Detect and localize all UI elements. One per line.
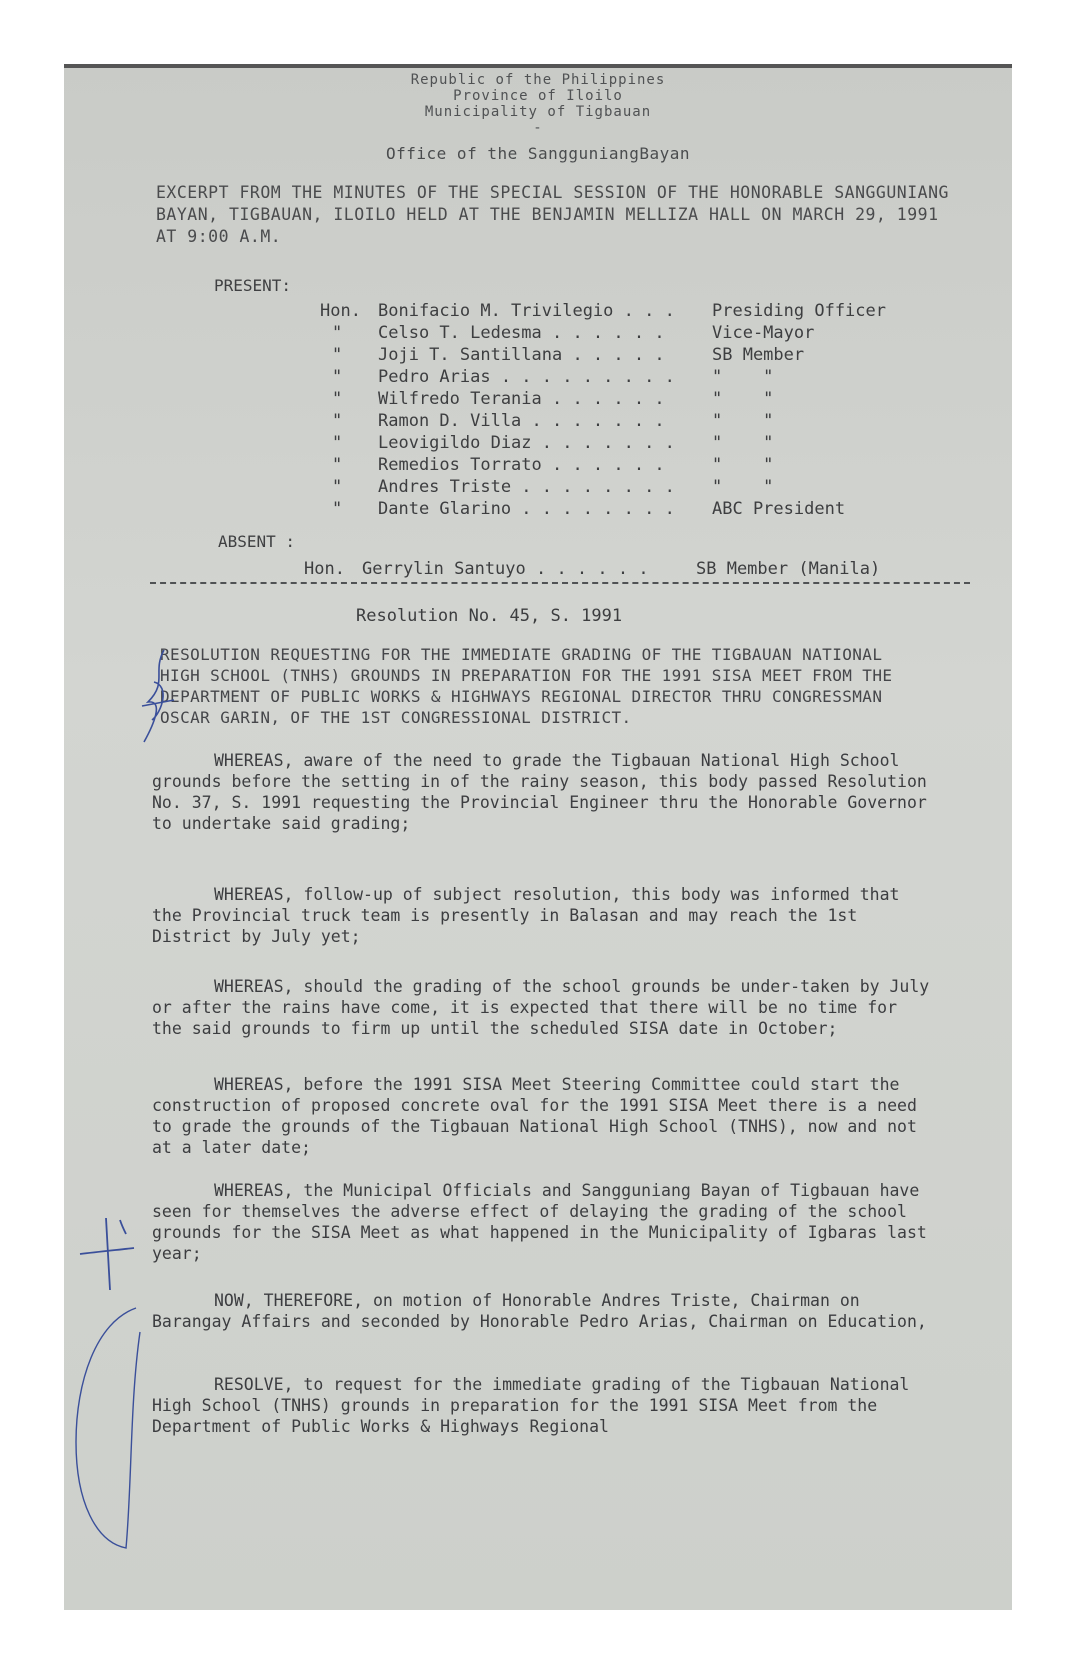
attendee-position: " "	[712, 477, 774, 497]
header-dash: -	[533, 120, 543, 136]
attendee-name: Pedro Arias . . . . . . . . .	[378, 367, 675, 387]
attendee-name: Joji T. Santillana . . . . .	[378, 345, 665, 365]
resolution-title: RESOLUTION REQUESTING FOR THE IMMEDIATE GRADING OF THE TIGBAUAN NATIONAL HIGH SCHOOL (TNHS) GROUNDS IN PREPARATION FOR THE 1991 SISA MEET FROM THE DEPARTMENT OF PUBLIC WORKS & HIGHWAYS REGIONAL DIRECTOR THRU CONGRESSMAN OSCAR GARIN, OF THE 1ST CONGRESSIONAL DISTRICT.	[160, 645, 893, 727]
attendee-name: Ramon D. Villa . . . . . . .	[378, 411, 665, 431]
attendee-row	[320, 432, 1012, 454]
attendee-row	[320, 322, 1012, 344]
attendee-prefix: "	[332, 367, 343, 387]
document-page	[64, 64, 1012, 1610]
attendee-name: Wilfredo Terania . . . . . .	[378, 389, 665, 409]
attendee-name: Dante Glarino . . . . . . . .	[378, 499, 675, 519]
attendee-name: Leovigildo Diaz . . . . . . .	[378, 433, 675, 453]
attendee-row	[320, 366, 1012, 388]
attendee-prefix: "	[332, 345, 343, 365]
paragraph-text: WHEREAS, before the 1991 SISA Meet Steering Committee could start the construction of proposed concrete oval for the 1991 SISA Meet there is a need to grade the grounds of the Tigbauan National High School (TNHS), now and not at a later date;	[152, 1075, 917, 1157]
paragraph-text: RESOLVE, to request for the immediate grading of the Tigbauan National High School (TNHS) grounds in preparation for the 1991 SISA Meet from the Department of Public Works & Highways Regional	[152, 1375, 910, 1436]
attendee-row	[320, 300, 1012, 322]
attendee-row	[320, 410, 1012, 432]
attendee-row	[320, 344, 1012, 366]
excerpt-heading: EXCERPT FROM THE MINUTES OF THE SPECIAL SESSION OF THE HONORABLE SANGGUNIANG BAYAN, TIGBAUAN, ILOILO HELD AT THE BENJAMIN MELLIZA HALL ON MARCH 29, 1991 AT 9:00 A.M.	[156, 183, 949, 246]
resolve-paragraph	[152, 1374, 932, 1437]
attendee-prefix: "	[332, 323, 343, 343]
header-republic: Republic of the Philippines	[410, 72, 666, 88]
dashed-divider	[150, 582, 970, 584]
attendee-position: SB Member (Manila)	[696, 559, 881, 579]
therefore-paragraph	[152, 1290, 932, 1332]
attendee-position: " "	[712, 455, 774, 475]
handwritten-bracket-mark	[66, 1302, 146, 1552]
whereas-paragraph	[152, 1074, 932, 1158]
attendee-prefix: "	[332, 477, 343, 497]
attendee-name: Bonifacio M. Trivilegio . . .	[378, 301, 675, 321]
attendee-prefix: Hon.	[304, 559, 345, 579]
attendee-position: Vice-Mayor	[712, 323, 815, 343]
office-title: Office of the SangguniangBayan	[386, 144, 690, 163]
paragraph-text: NOW, THEREFORE, on motion of Honorable Andres Triste, Chairman on Barangay Affairs and seconded by Honorable Pedro Arias, Chairman on Education,	[152, 1291, 927, 1331]
attendee-name: Celso T. Ledesma . . . . . .	[378, 323, 665, 343]
paragraph-text: WHEREAS, follow-up of subject resolution, this body was informed that the Provincial truck team is presently in Balasan and may reach the 1st District by July yet;	[152, 885, 900, 946]
attendee-prefix: "	[332, 411, 343, 431]
attendee-position: Presiding Officer	[712, 301, 886, 321]
handwritten-signature	[134, 642, 180, 762]
attendee-name: Remedios Torrato . . . . . .	[378, 455, 665, 475]
attendee-prefix: Hon.	[320, 301, 361, 321]
attendee-name: Gerrylin Santuyo . . . . . .	[362, 559, 649, 579]
attendee-row	[320, 388, 1012, 410]
attendee-row	[320, 454, 1012, 476]
attendee-position: " "	[712, 411, 774, 431]
attendee-position: " "	[712, 433, 774, 453]
whereas-paragraph	[152, 884, 932, 947]
attendee-name: Andres Triste . . . . . . . .	[378, 477, 675, 497]
absent-row	[304, 558, 1004, 580]
absent-label: ABSENT :	[218, 532, 296, 551]
attendee-prefix: "	[332, 455, 343, 475]
paragraph-text: WHEREAS, should the grading of the school grounds be under-taken by July or after the rains have come, it is expected that there will be no time for the said grounds to firm up until the scheduled SISA date in October;	[152, 977, 930, 1038]
resolution-number: Resolution No. 45, S. 1991	[356, 606, 623, 626]
attendee-position: " "	[712, 367, 774, 387]
paragraph-text: WHEREAS, aware of the need to grade the Tigbauan National High School grounds before the setting in of the rainy season, this body passed Resolution No. 37, S. 1991 requesting the Provincial Engineer thru the Honorable Governor to undertake said grading;	[152, 751, 927, 833]
attendee-position: ABC President	[712, 499, 846, 519]
attendee-prefix: "	[332, 499, 343, 519]
handwritten-cross-mark	[76, 1212, 136, 1292]
present-label: PRESENT:	[214, 276, 292, 295]
whereas-paragraph	[152, 976, 932, 1039]
attendee-prefix: "	[332, 433, 343, 453]
header-province: Province of Iloilo	[453, 88, 623, 104]
whereas-paragraph	[152, 750, 932, 834]
paragraph-text: WHEREAS, the Municipal Officials and Sangguniang Bayan of Tigbauan have seen for themselves the adverse effect of delaying the grading of the school grounds for the SISA Meet as what happened in the Municipality of Igbaras last year;	[152, 1181, 927, 1263]
header-municipality: Municipality of Tigbauan	[424, 104, 652, 120]
attendee-prefix: "	[332, 389, 343, 409]
whereas-paragraph	[152, 1180, 932, 1264]
attendee-position: " "	[712, 389, 774, 409]
attendee-row	[320, 476, 1012, 498]
attendee-row	[320, 498, 1012, 520]
attendee-position: SB Member	[712, 345, 805, 365]
